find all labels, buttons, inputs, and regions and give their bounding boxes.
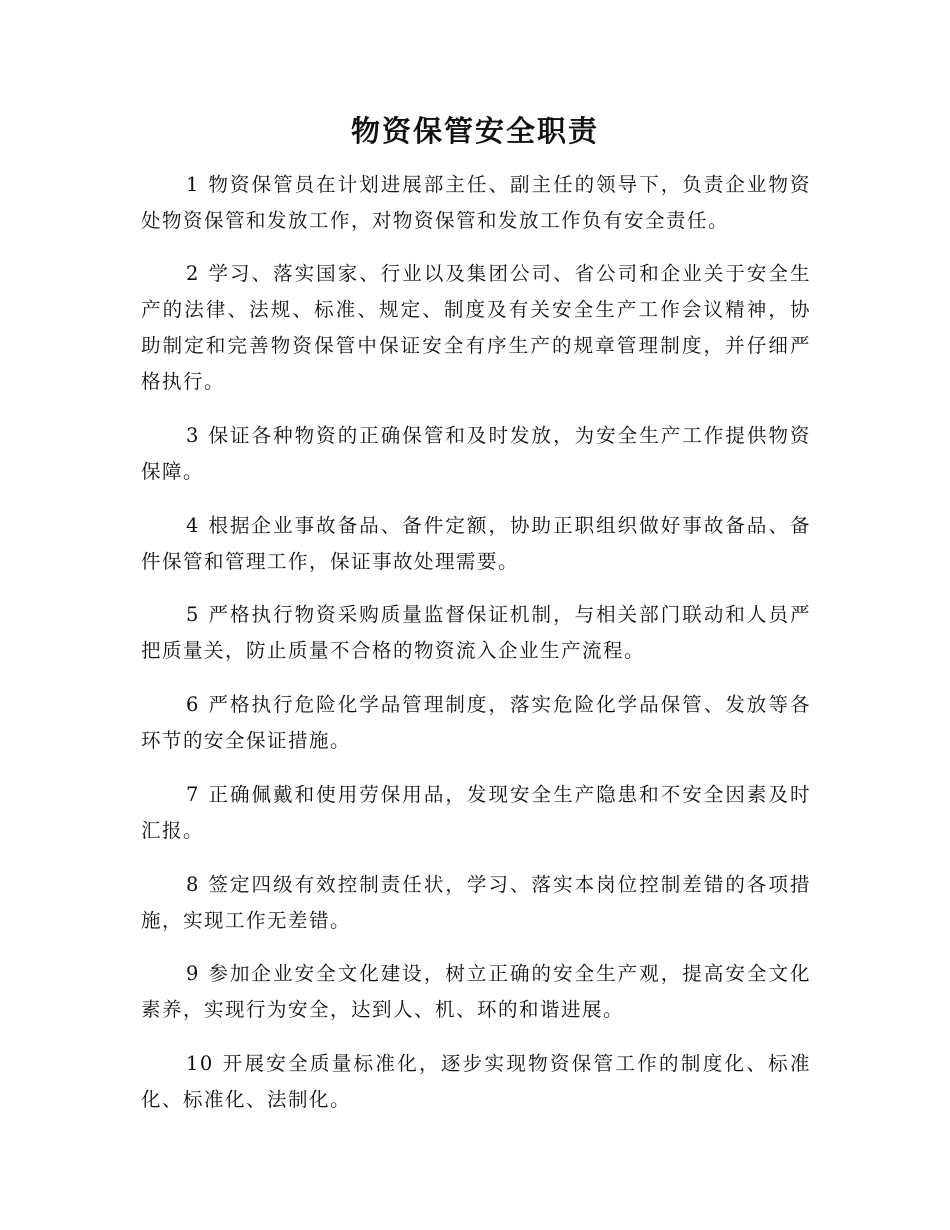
paragraph-9: [141, 956, 811, 1028]
paragraph-number: 6: [186, 693, 200, 716]
paragraph-number: 8: [186, 873, 200, 896]
paragraph-number: 2: [186, 262, 200, 285]
paragraph-7: [141, 777, 811, 849]
paragraph-text: 物资保管员在计划进展部主任、副主任的领导下，负责企业物资处物资保管和发放工作，对物资保管和发放工作负有安全责任。: [141, 173, 811, 232]
document-title: 物资保管安全职责: [350, 114, 599, 148]
paragraph-6: [141, 687, 811, 759]
paragraph-text: 保证各种物资的正确保管和及时发放，为安全生产工作提供物资保障。: [141, 424, 811, 483]
paragraph-number: 9: [186, 962, 200, 985]
paragraph-3: [141, 418, 811, 490]
paragraph-text: 正确佩戴和使用劳保用品，发现安全生产隐患和不安全因素及时汇报。: [141, 783, 811, 842]
paragraph-number: 10: [186, 1052, 214, 1075]
paragraph-text: 严格执行危险化学品管理制度，落实危险化学品保管、发放等各环节的安全保证措施。: [141, 693, 811, 752]
paragraph-number: 1: [186, 173, 200, 196]
paragraph-number: 7: [186, 783, 200, 806]
paragraph-text: 严格执行物资采购质量监督保证机制，与相关部门联动和人员严把质量关，防止质量不合格的物资流入企业生产流程。: [141, 603, 811, 662]
paragraph-text: 签定四级有效控制责任状，学习、落实本岗位控制差错的各项措施，实现工作无差错。: [141, 873, 811, 932]
paragraph-text: 参加企业安全文化建设，树立正确的安全生产观，提高安全文化素养，实现行为安全，达到人、机、环的和谐进展。: [141, 962, 811, 1021]
paragraph-2: [141, 256, 811, 400]
paragraph-4: [141, 508, 811, 580]
paragraph-text: 开展安全质量标准化，逐步实现物资保管工作的制度化、标准化、标准化、法制化。: [141, 1052, 811, 1111]
paragraph-text: 学习、落实国家、行业以及集团公司、省公司和企业关于安全生产的法律、法规、标准、规定、制度及有关安全生产工作会议精神，协助制定和完善物资保管中保证安全有序生产的规章管理制度，并仔细严格执行。: [141, 262, 811, 393]
paragraph-5: [141, 597, 811, 669]
paragraph-8: [141, 867, 811, 939]
paragraph-number: 3: [186, 424, 200, 447]
paragraph-text: 根据企业事故备品、备件定额，协助正职组织做好事故备品、备件保管和管理工作，保证事故处理需要。: [141, 514, 811, 573]
paragraph-number: 5: [186, 603, 200, 626]
paragraph-10: [141, 1046, 811, 1118]
paragraph-1: [141, 167, 811, 239]
paragraph-number: 4: [186, 514, 200, 537]
